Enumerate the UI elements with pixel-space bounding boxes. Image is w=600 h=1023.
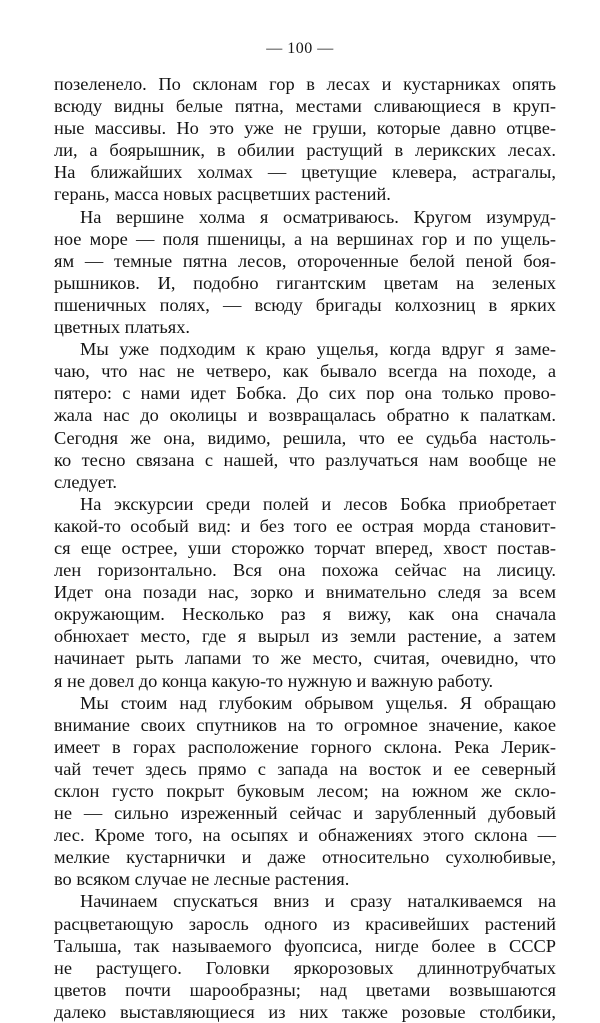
paragraph — [54, 890, 556, 1023]
text-line: не растущего. Головки яркорозовых длиннотрубчатых — [54, 957, 556, 978]
paragraph — [54, 338, 556, 493]
text-line: окружающим. Несколько раз я вижу, как она сначала — [54, 604, 556, 625]
text-line: ям — темные пятна лесов, отороченные белой пеной боя- — [54, 250, 556, 271]
text-line: пятеро: с нами идет Бобка. До сих пор она только прово- — [54, 383, 556, 404]
text-line: Мы уже подходим к краю ущелья, когда вдруг я заме- — [80, 339, 556, 360]
text-line: ко тесно связана с нашей, что разлучаться нам вообще не — [54, 449, 556, 470]
page-number: — 100 — — [266, 40, 334, 57]
text-line: чаю, что нас не четверо, как бывало всегда на походе, а — [54, 361, 556, 382]
text-line: позеленело. По склонам гор в лесах и кустарниках опять — [54, 74, 556, 94]
text-line: ные массивы. Но это уже не груши, которые давно отцве- — [54, 118, 556, 139]
text-line: ли, а боярышник, в обилии растущий в лерикских лесах. — [54, 140, 556, 161]
text-line: Талыша, так называемого фуопсиса, нигде более в СССР — [54, 935, 556, 956]
text-line: обнюхает место, где я вырыл из земли растение, а затем — [54, 626, 556, 647]
text-line: лес. Кроме того, на осыпях и обнажениях этого склона — — [54, 825, 556, 846]
text-line: расцветающую заросль одного из красивейших растений — [54, 913, 556, 934]
text-line: мелкие кустарнички и даже относительно сухолюбивые, — [54, 847, 556, 868]
text-line: ное море — поля пшеницы, а на вершинах гор и по ущель- — [54, 228, 556, 249]
text-line: пшеничных полях, — всюду бригады колхозниц в ярких — [54, 294, 556, 315]
text-line: цветных платьях. — [54, 317, 190, 338]
paragraph — [54, 206, 556, 339]
text-line: не — сильно изреженный сейчас и зарубленный дубовый — [54, 803, 556, 824]
text-line: следует. — [54, 471, 117, 492]
paragraph — [54, 493, 556, 692]
text-line: Мы стоим над глубоким обрывом ущелья. Я обращаю — [80, 692, 556, 713]
text-line: Идет она позади нас, зорко и внимательно следя за всем — [54, 582, 556, 603]
text-line: всюду видны белые пятна, местами сливающиеся в круп- — [54, 96, 556, 117]
text-line: далеко выставляющиеся из них также розовые столбики, — [54, 1001, 556, 1022]
text-line: На экскурсии среди полей и лесов Бобка приобретает — [80, 493, 556, 514]
text-line: чай течет здесь прямо с запада на восток и ее северный — [54, 758, 556, 779]
text-line: склон густо покрыт буковым лесом; на южном же скло- — [54, 781, 556, 801]
text-line: лен горизонтально. Вся она похожа сейчас на лисицу. — [54, 560, 556, 581]
text-line: во всяком случае не лесные растения. — [54, 869, 350, 890]
text-line: внимание своих спутников на то огромное значение, какое — [54, 714, 556, 735]
text-line: какой-то особый вид: и без того ее острая морда становит- — [54, 515, 556, 536]
text-line: цветов почти шарообразны; над цветами возвышаются — [54, 979, 556, 1000]
paragraph — [54, 692, 556, 891]
text-line: герань, масса новых расцветших растений. — [54, 184, 391, 205]
text-line: ся еще острее, уши сторожко торчат вперед, хвост постав- — [54, 537, 556, 558]
page-body — [54, 73, 556, 1023]
text-line: Начинаем спускаться вниз и сразу наталкиваемся на — [80, 891, 556, 912]
text-line: я не довел до конца какую-то нужную и важную работу. — [54, 670, 494, 691]
paragraph — [54, 73, 556, 206]
text-line: На вершине холма я осматриваюсь. Кругом изумруд- — [80, 206, 556, 227]
text-line: имеет в горах расположение горного склона. Река Лерик- — [54, 736, 556, 757]
text-line: начинает рыть лапами то же место, считая, очевидно, что — [54, 648, 556, 669]
text-line: Сегодня же она, видимо, решила, что ее судьба настоль- — [54, 427, 556, 448]
text-line: рышников. И, подобно гигантским цветам на зеленых — [54, 272, 556, 293]
text-line: На ближайших холмах — цветущие клевера, астрагалы, — [54, 162, 556, 183]
text-line: жала нас до околицы и возвращалась обратно к палаткам. — [54, 405, 556, 426]
